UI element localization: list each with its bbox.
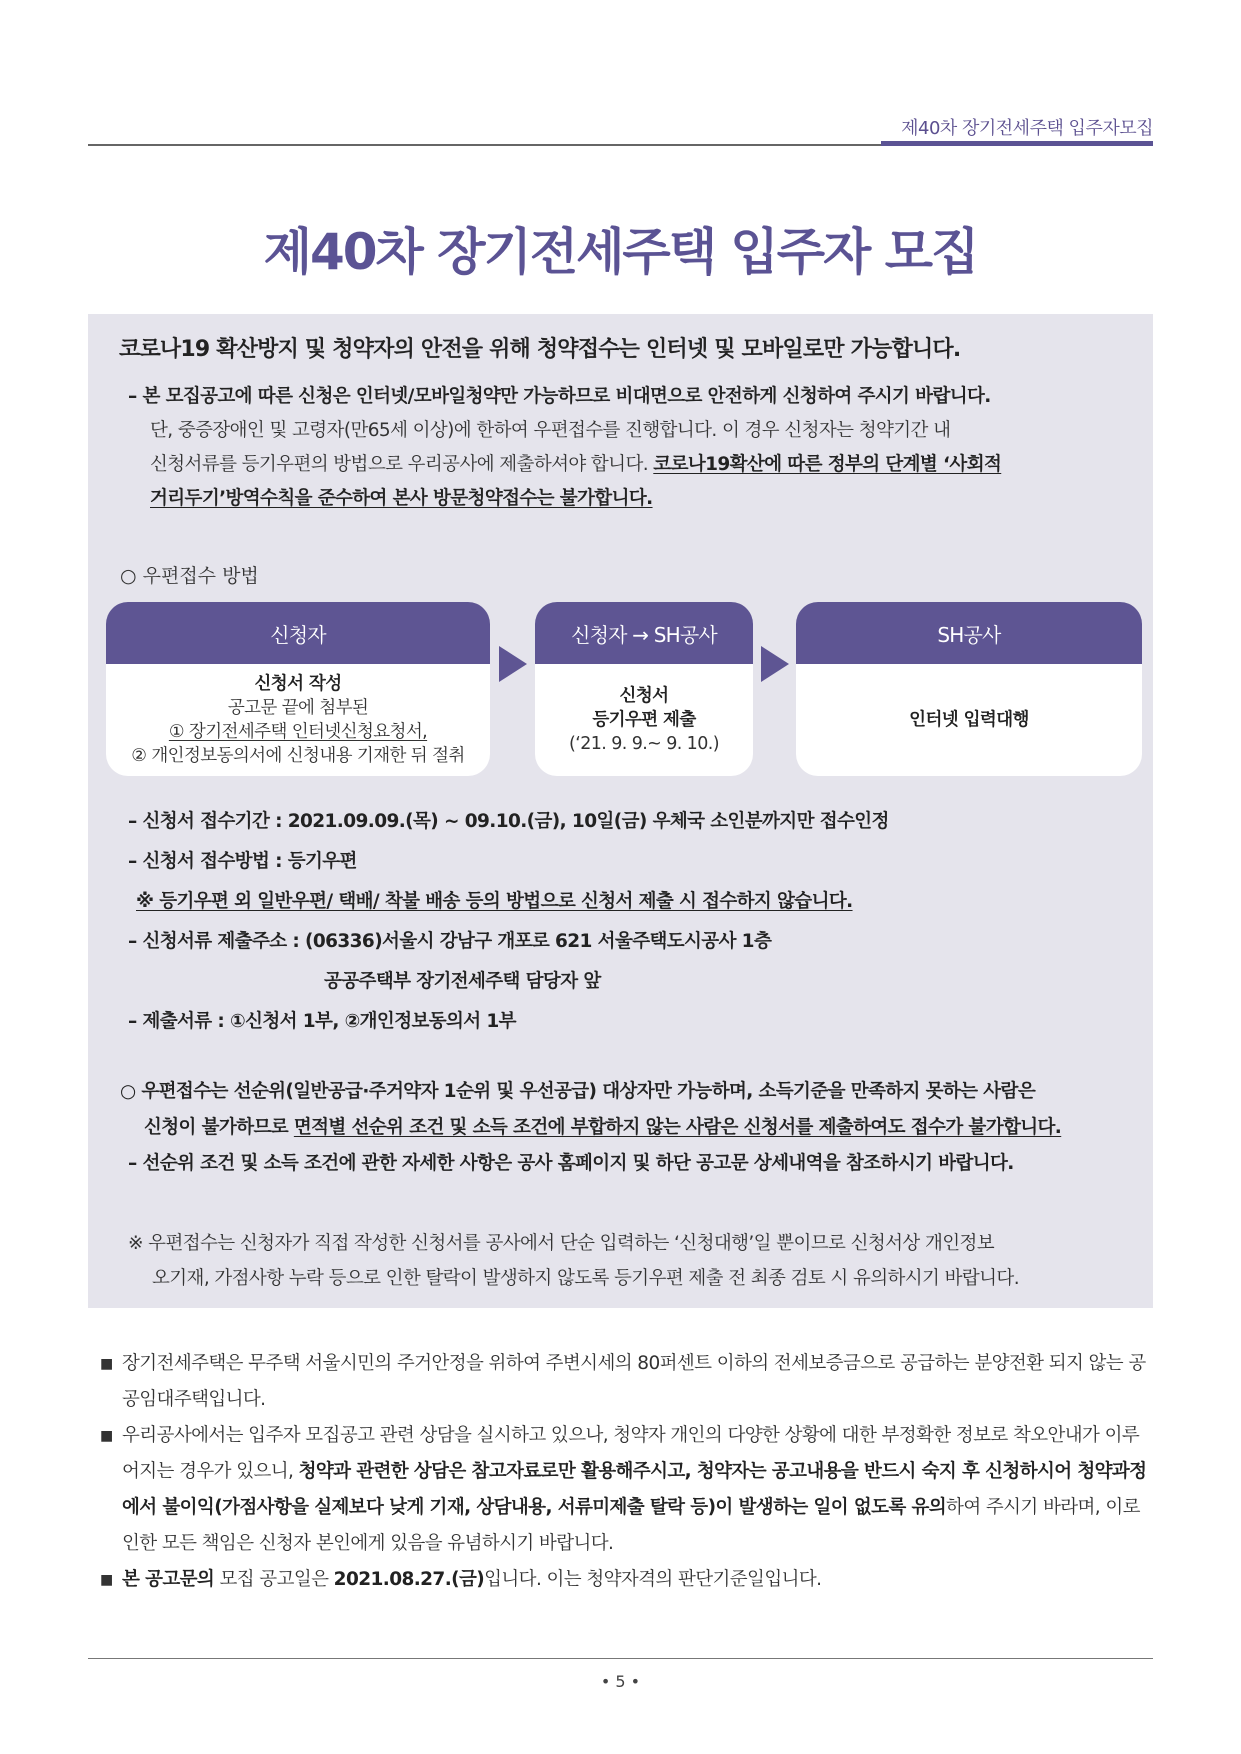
flow-step-body <box>796 664 1142 776</box>
flow-step-submit <box>535 602 753 776</box>
caution-line-1: ※ 우편접수는 신청자가 직접 작성한 신청서를 공사에서 단순 입력하는 ‘신청대행’일 뿐이므로 신청서상 개인정보 <box>128 1233 995 1254</box>
flow-step-sh <box>796 602 1142 776</box>
mail-details <box>128 802 1128 1042</box>
notice-line-3-bold: 코로나19확산에 따른 정부의 단계별 ‘사회적 <box>653 454 1002 475</box>
page-title: 제40차 장기전세주택 입주자 모집 <box>263 223 978 281</box>
notice-headline: 코로나19 확산방지 및 청약자의 안전을 위해 청약접수는 인터넷 및 모바일로만 가능합니다. <box>119 337 961 362</box>
flow-step-head: SH공사 <box>796 602 1142 664</box>
flow-arrow-icon <box>761 646 789 682</box>
bullet-text: 장기전세주택은 무주택 서울시민의 주거안정을 위하여 주변시세의 80퍼센트 이하의 전세보증금으로 공급하는 분양전환 되지 않는 공공임대주택입니다. <box>122 1353 1146 1410</box>
qualification-block <box>120 1074 1130 1182</box>
flow-step-line: 인터넷 입력대행 <box>909 710 1029 730</box>
notice-panel <box>88 314 1153 1308</box>
flow-step-line: 등기우편 제출 <box>592 710 696 730</box>
mail-detail-address: – 신청서류 제출주소 : (06336)서울시 강남구 개포로 621 서울주택도시공사 1층 <box>128 931 772 952</box>
bullet-item <box>100 1418 1153 1562</box>
qualification-line-2 <box>120 1110 1130 1146</box>
mail-method-title: ○ 우편접수 방법 <box>120 565 259 587</box>
mail-detail-address-2: 공공주택부 장기전세주택 담당자 앞 <box>324 971 601 992</box>
bullet-text-plain: 모집 공고일은 <box>214 1569 334 1590</box>
bullet-text-plain: 하여 주시기 바라며, 이로 인한 모든 책임은 신청자 본인에게 있음을 유념하시기 바랍니다. <box>122 1497 1140 1554</box>
bullet-item <box>100 1562 1153 1598</box>
bullet-text-bold: 청약과 관련한 상담은 참고자료로만 활용해주시고, 청약자는 공고내용을 반드시 숙지 후 신청하시어 청약과정에서 불이익(가점사항을 실제보다 낮게 기재, 상담내용, 서류미제출 탈락 등)이 발생하는 일이 없도록 유의 <box>122 1461 1147 1518</box>
notice-line-2: 단, 중증장애인 및 고령자(만65세 이상)에 한하여 우편접수를 진행합니다. 이 경우 신청자는 청약기간 내 <box>150 420 951 441</box>
caution-note <box>128 1226 1128 1296</box>
notice-body <box>128 380 1128 516</box>
footer-rule <box>88 1658 1153 1659</box>
flow-step-applicant <box>106 602 490 776</box>
bullet-item <box>100 1346 1153 1418</box>
flow-step-line: ① 장기전세주택 인터넷신청요청서, <box>168 722 428 742</box>
mail-detail-warning: ※ 등기우편 외 일반우편/ 택배/ 착불 배송 등의 방법으로 신청서 제출 시 접수하지 않습니다. <box>136 891 853 912</box>
qualification-line-2-plain: 신청이 불가하므로 <box>144 1117 294 1138</box>
bullet-text <box>122 1562 821 1598</box>
notice-line-3 <box>128 448 1128 482</box>
bullet-text-plain: 우리공사에서는 입주자 모집공고 관련 상담을 실시하고 있으나, 청약자 개인의 다양한 상황에 대한 부정확한 정보로 착오안내가 이루어지는 경우가 있으니, <box>122 1425 1140 1482</box>
square-bullet-icon: ■ <box>100 1356 113 1372</box>
page-number: • 5 • <box>600 1672 641 1691</box>
bullet-text-bold: 본 공고문의 <box>122 1569 215 1590</box>
square-bullet-icon: ■ <box>100 1428 113 1444</box>
qualification-line-3: – 선순위 조건 및 소득 조건에 관한 자세한 사항은 공사 홈페이지 및 하단 공고문 상세내역을 참조하시기 바랍니다. <box>128 1153 1014 1174</box>
flow-step-body <box>106 664 490 776</box>
notice-line-3-plain: 신청서류를 등기우편의 방법으로 우리공사에 제출하셔야 합니다. <box>150 454 654 475</box>
flow-step-head: 신청자 <box>106 602 490 664</box>
header-label: 제40차 장기전세주택 입주자모집 <box>901 118 1153 139</box>
bullet-text-bold: 2021.08.27.(금) <box>333 1569 485 1590</box>
qualification-line-2-underline: 면적별 선순위 조건 및 소득 조건에 부합하지 않는 사람은 신청서를 제출하여도 접수가 불가합니다. <box>293 1117 1062 1138</box>
caution-line-2: 오기재, 가점사항 누락 등으로 인한 탈락이 발생하지 않도록 등기우편 제출 전 최종 검토 시 유의하시기 바랍니다. <box>152 1268 1019 1289</box>
flow-step-line: 신청서 작성 <box>254 674 342 694</box>
mail-detail-period: – 신청서 접수기간 : 2021.09.09.(목) ~ 09.10.(금), 10일(금) 우체국 소인분까지만 접수인정 <box>128 811 889 832</box>
flow-step-line: 신청서 <box>619 686 669 706</box>
flow-arrow-icon <box>499 646 527 682</box>
notice-line-4 <box>128 482 1128 516</box>
mail-detail-method: – 신청서 접수방법 : 등기우편 <box>128 851 357 872</box>
flow-step-body <box>535 664 753 776</box>
bullet-list <box>100 1346 1153 1598</box>
flow-step-line: ② 개인정보동의서에 신청내용 기재한 뒤 절취 <box>131 746 465 766</box>
notice-line-1: – 본 모집공고에 따른 신청은 인터넷/모바일청약만 가능하므로 비대면으로 안전하게 신청하여 주시기 바랍니다. <box>128 386 991 407</box>
mail-detail-documents: – 제출서류 : ①신청서 1부, ②개인정보동의서 1부 <box>128 1011 516 1032</box>
flow-step-line: 공고문 끝에 첨부된 <box>227 698 369 718</box>
header-accent-bar <box>881 141 1153 146</box>
square-bullet-icon: ■ <box>100 1572 113 1588</box>
bullet-text <box>122 1418 1153 1562</box>
flow-step-line: (‘21. 9. 9.~ 9. 10.) <box>569 734 719 754</box>
bullet-text-plain: 입니다. 이는 청약자격의 판단기준일입니다. <box>484 1569 822 1590</box>
qualification-line-1: ○ 우편접수는 선순위(일반공급·주거약자 1순위 및 우선공급) 대상자만 가능하며, 소득기준을 만족하지 못하는 사람은 <box>120 1081 1036 1102</box>
notice-line-4-bold: 거리두기’방역수칙을 준수하여 본사 방문청약접수는 불가합니다. <box>150 488 653 509</box>
flow-step-head: 신청자 → SH공사 <box>535 602 753 664</box>
